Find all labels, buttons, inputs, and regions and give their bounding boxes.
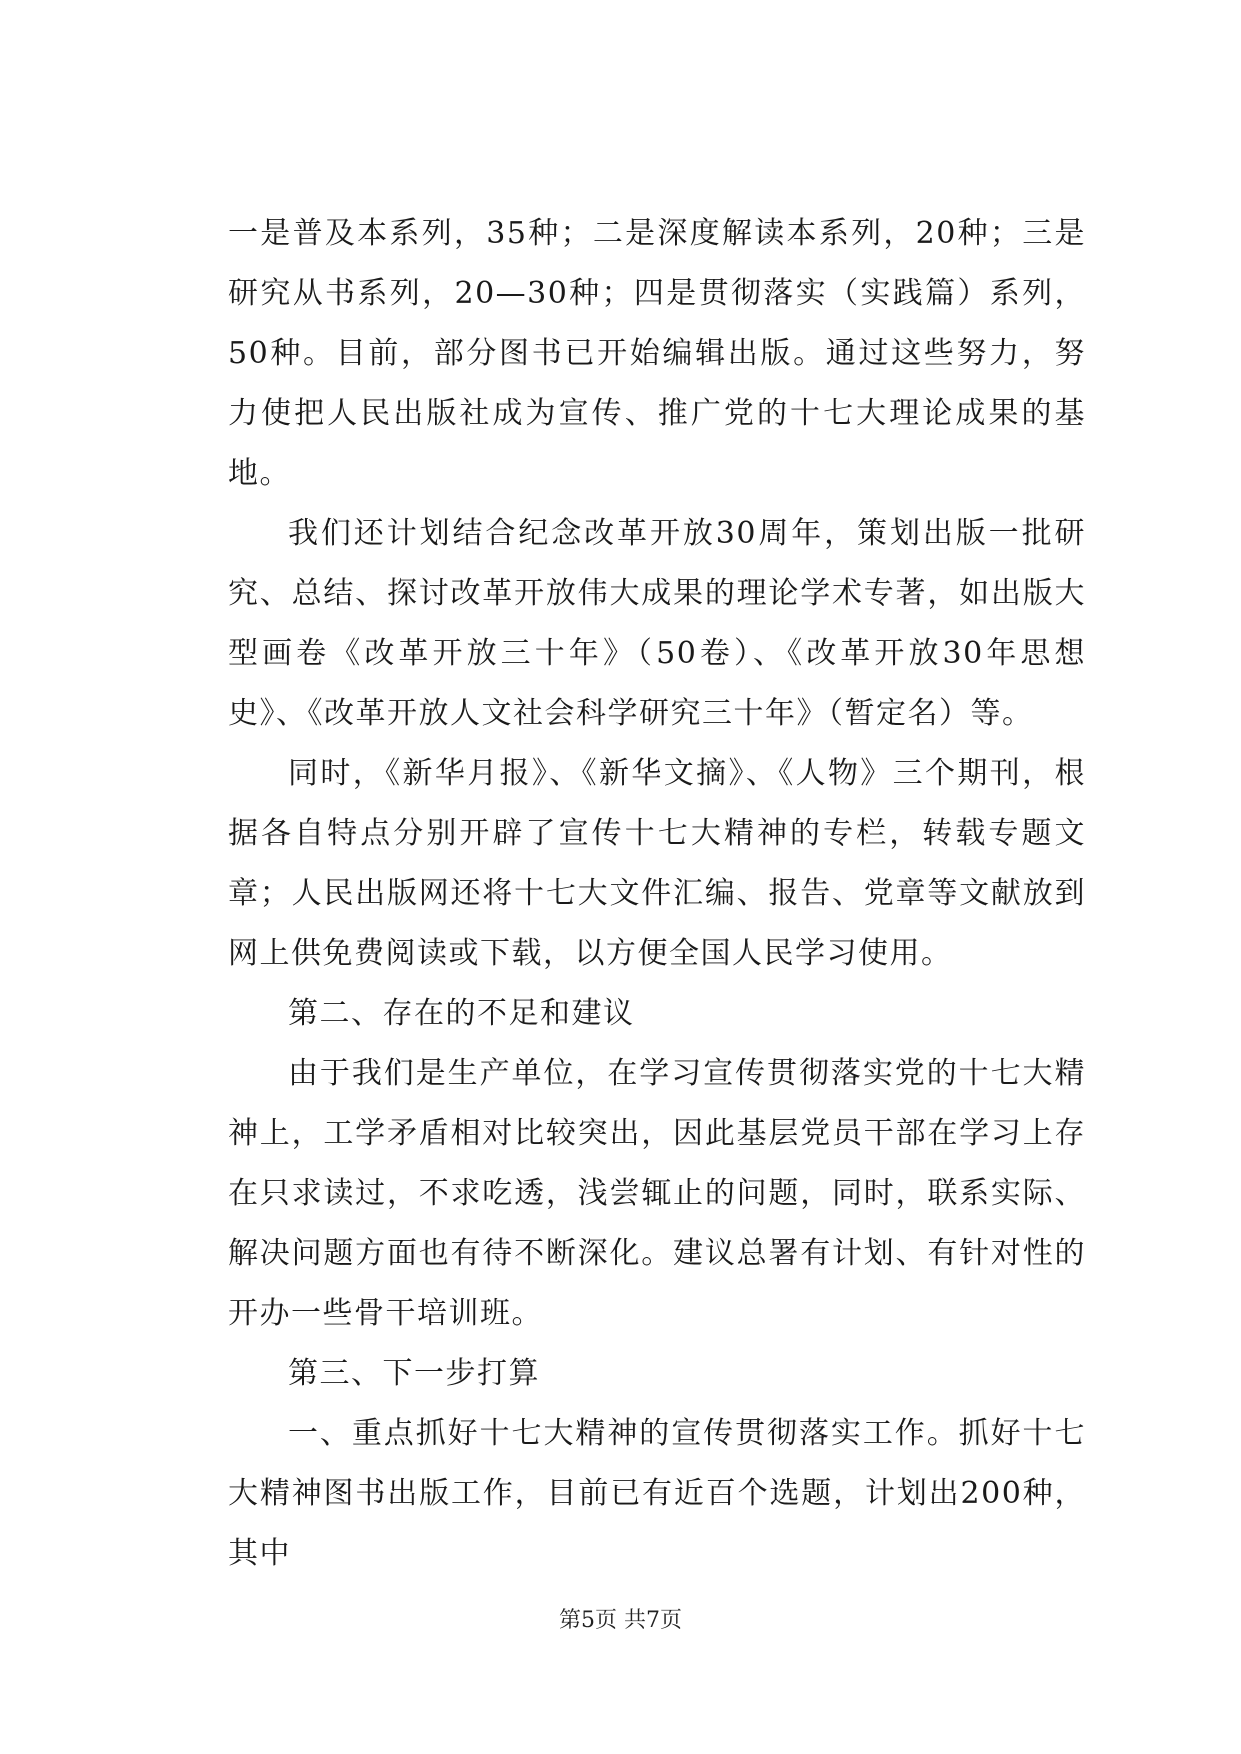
paragraph-series-list: 一是普及本系列，35种；二是深度解读本系列，20种；三是研究从书系列，20—30种；四是贯彻落实（实践篇）系列，50种。目前，部分图书已开始编辑出版。通过这些努力，努力使把人民出版社成为宣传、推广党的十七大理论成果的基地。 [228, 216, 1086, 491]
paragraph-periodicals: 同时，《新华月报》、《新华文摘》、《人物》三个期刊，根据各自特点分别开辟了宣传十七大精神的专栏，转载专题文章；人民出版网还将十七大文件汇编、报告、党章等文献放到网上供免费阅读或下载，以方便全国人民学习使用。 [228, 756, 1086, 971]
paragraph-next-steps: 一、重点抓好十七大精神的宣传贯彻落实工作。抓好十七大精神图书出版工作，目前已有近百个选题，计划出200种，其中 [228, 1416, 1086, 1571]
paragraph-shortcomings: 由于我们是生产单位，在学习宣传贯彻落实党的十七大精神上，工学矛盾相对比较突出，因此基层党员干部在学习上存在只求读过，不求吃透，浅尝辄止的问题，同时，联系实际、解决问题方面也有待不断深化。建议总署有计划、有针对性的开办一些骨干培训班。 [228, 1056, 1086, 1331]
section-heading-shortcomings: 第二、存在的不足和建议 [288, 996, 635, 1031]
page-number-footer: 第5页 共7页 [559, 1608, 682, 1633]
document-body [228, 204, 1086, 1584]
paragraph-reform-anniversary: 我们还计划结合纪念改革开放30周年，策划出版一批研究、总结、探讨改革开放伟大成果的理论学术专著，如出版大型画卷《改革开放三十年》（50卷）、《改革开放30年思想史》、《改革开放人文社会科学研究三十年》（暂定名）等。 [228, 516, 1086, 731]
section-heading-next-steps: 第三、下一步打算 [288, 1356, 540, 1391]
